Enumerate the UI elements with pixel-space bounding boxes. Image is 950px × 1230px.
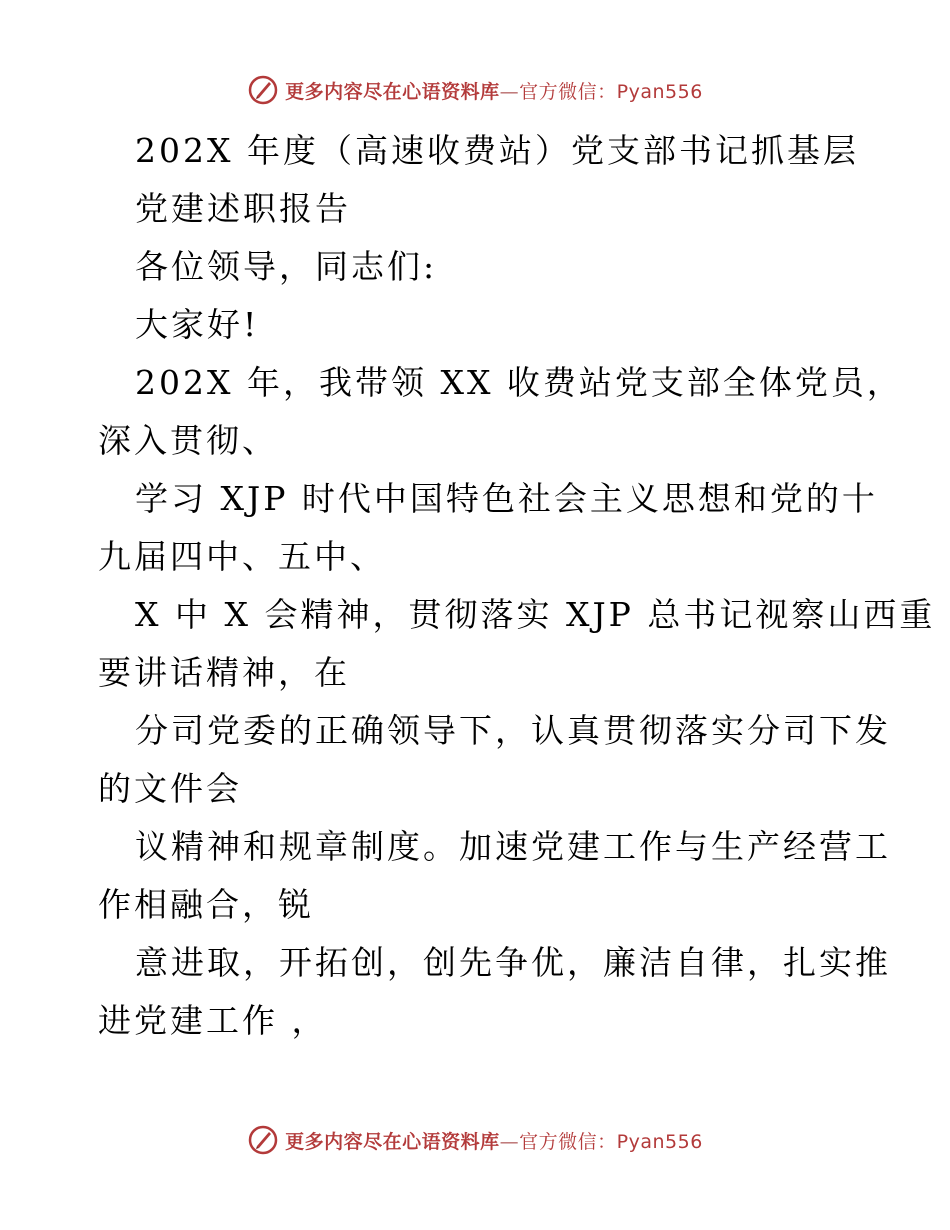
document-line: 202X 年度（高速收费站）党支部书记抓基层 bbox=[135, 131, 859, 170]
document-body bbox=[98, 122, 936, 1050]
header-wechat-label: 官方微信：Pyan556 bbox=[519, 80, 703, 103]
footer-banner bbox=[0, 1120, 950, 1160]
document-line: 大家好! bbox=[135, 305, 260, 344]
document-line: 学习 XJP 时代中国特色社会主义思想和党的十 bbox=[135, 479, 878, 518]
document-line: 议精神和规章制度。加速党建工作与生产经营工 bbox=[135, 827, 891, 866]
document-line: 意进取，开拓创，创先争优，廉洁自律，扎实推 bbox=[135, 943, 891, 982]
document-line: 九届四中、五中、 bbox=[98, 537, 386, 576]
document-line: 分司党委的正确领导下，认真贯彻落实分司下发 bbox=[135, 711, 891, 750]
document-line: 党建述职报告 bbox=[135, 189, 351, 228]
document-line: 202X 年，我带领 XX 收费站党支部全体党员， bbox=[135, 363, 903, 402]
document-line: 各位领导，同志们: bbox=[135, 247, 438, 286]
header-banner bbox=[0, 70, 950, 110]
document-line: 深入贯彻、 bbox=[98, 421, 278, 460]
header-banner-title: 更多内容尽在心语资料库 bbox=[285, 80, 500, 103]
footer-wechat-label: 官方微信：Pyan556 bbox=[519, 1130, 703, 1153]
document-line: 的文件会 bbox=[98, 769, 242, 808]
footer-banner-title: 更多内容尽在心语资料库 bbox=[285, 1130, 500, 1153]
header-banner-separator: — bbox=[499, 80, 520, 103]
document-line: 进党建工作 ， bbox=[98, 1001, 328, 1040]
brand-logo-icon bbox=[247, 74, 279, 106]
brand-logo-icon bbox=[247, 1124, 279, 1156]
footer-banner-separator: — bbox=[499, 1130, 520, 1153]
document-line: X 中 X 会精神，贯彻落实 XJP 总书记视察山西重 bbox=[135, 595, 936, 634]
document-line: 作相融合，锐 bbox=[98, 885, 314, 924]
document-line: 要讲话精神，在 bbox=[98, 653, 350, 692]
